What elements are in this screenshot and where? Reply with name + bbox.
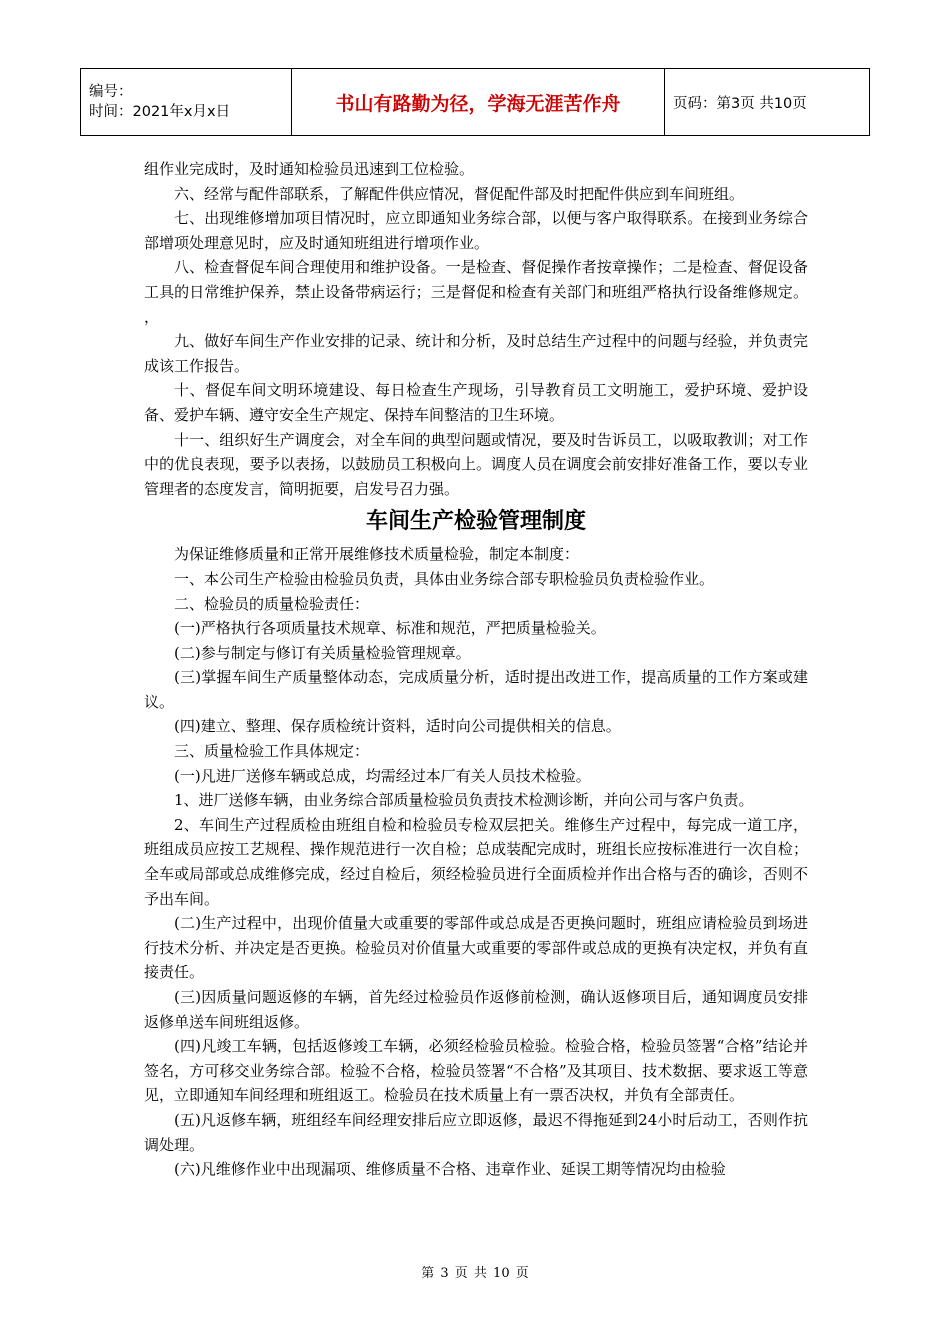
paragraph: (一)凡进厂送修车辆或总成，均需经过本厂有关人员技术检验。 <box>174 766 591 785</box>
paragraph: 十一、组织好生产调度会，对全车间的典型问题或情况，要及时告诉员工，以吸取教训；对工作中的优良表现，要予以表扬，以鼓励员工积极向上。调度人员在调度会前安排好准备工作，要以专业管理者的态度发言，简明扼要，启发号召力强。 <box>144 430 808 498</box>
paragraph: 一、本公司生产检验由检验员负责，具体由业务综合部专职检验员负责检验作业。 <box>174 569 715 588</box>
header-meta <box>81 69 292 136</box>
paragraph: 七、出现维修增加项目情况时，应立即通知业务综合部，以便与客户取得联系。在接到业务综合部增项处理意见时，应及时通知班组进行增项作业。 <box>144 209 808 252</box>
section-title: 车间生产检验管理制度 <box>365 509 586 535</box>
paragraph: (五)凡返修车辆，班组经车间经理安排后应立即返修，最迟不得拖延到24小时后动工，否则作抗调处理。 <box>144 1110 808 1154</box>
paragraph: 1、进厂送修车辆，由业务综合部质量检验员负责技术检测诊断，并向公司与客户负责。 <box>174 791 754 810</box>
paragraph: (二)生产过程中，出现价值量大或重要的零部件或总成是否更换问题时，班组应请检验员到场进行技术分析、并决定是否更换。检验员对价值量大或重要的零部件或总成的更换有决定权，并负有直接责任。 <box>144 914 808 982</box>
paragraph: 2、车间生产过程质检由班组自检和检验员专检双层把关。维修生产过程中，每完成一道工序，班组成员应按工艺规程、操作规范进行一次自检；总成装配完成时，班组长应按标准进行一次自检；全车或局部或总成维修完成，经过自检后，须经检验员进行全面质检并作出合格与否的确诊，否则不予出车间。 <box>144 815 808 908</box>
paragraph: (一)严格执行各项质量技术规章、标准和规范，严把质量检验关。 <box>174 619 606 638</box>
paragraph: (三)掌握车间生产质量整体动态，完成质量分析，适时提出改进工作，提高质量的工作方案或建议。 <box>144 668 808 711</box>
paragraph: 六、经常与配件部联系，了解配件供应情况，督促配件部及时把配件供应到车间班组。 <box>174 184 745 203</box>
paragraph: 组作业完成时，及时通知检验员迅速到工位检验。 <box>144 160 475 178</box>
header-motto: 书山有路勤为径，学海无涯苦作舟 <box>292 69 665 136</box>
document-date: 时间：2021年x月x日 <box>89 104 231 120</box>
paragraph: (六)凡维修作业中出现漏项、维修质量不合格、违章作业、延误工期等情况均由检验 <box>174 1160 726 1179</box>
paragraph: 二、检验员的质量检验责任： <box>174 594 370 613</box>
document-number-label: 编号： <box>89 84 133 100</box>
paragraph: (二)参与制定与修订有关质量检验管理规章。 <box>174 643 471 662</box>
paragraph: 八、检查督促车间合理使用和维护设备。一是检查、督促操作者按章操作；二是检查、督促设备工具的日常维护保养，禁止设备带病运行；三是督促和检查有关部门和班组严格执行设备维修规定。 ， <box>144 258 808 326</box>
paragraph: 为保证维修质量和正常开展维修技术质量检验，制定本制度： <box>174 545 580 564</box>
paragraph: 三、质量检验工作具体规定： <box>174 742 370 761</box>
paragraph: (四)凡竣工车辆，包括返修竣工车辆，必须经检验员检验。检验合格，检验员签署“合格”结论并签名，方可移交业务综合部。检验不合格，检验员签署“不合格”及其项目、技术数据、要求返工等意见，立即通知车间经理和班组返工。检验员在技术质量上有一票否决权，并负有全部责任。 <box>144 1037 808 1105</box>
paragraph: (三)因质量问题返修的车辆，首先经过检验员作返修前检测，确认返修项目后，通知调度员安排返修单送车间班组返修。 <box>144 988 808 1031</box>
header-page-number: 页码：第3页 共10页 <box>665 69 870 136</box>
header-table <box>80 68 870 136</box>
paragraph: 九、做好车间生产作业安排的记录、统计和分析，及时总结生产过程中的问题与经验，并负责完成该工作报告。 <box>144 332 808 375</box>
document-body <box>144 157 808 1182</box>
paragraph: 十、督促车间文明环境建设、每日检查生产现场，引导教育员工文明施工，爱护环境、爱护设备、爱护车辆、遵守安全生产规定、保持车间整洁的卫生环境。 <box>144 381 808 424</box>
page-footer: 第 3 页 共 10 页 <box>421 1266 529 1281</box>
paragraph: (四)建立、整理、保存质检统计资料，适时向公司提供相关的信息。 <box>174 717 621 736</box>
